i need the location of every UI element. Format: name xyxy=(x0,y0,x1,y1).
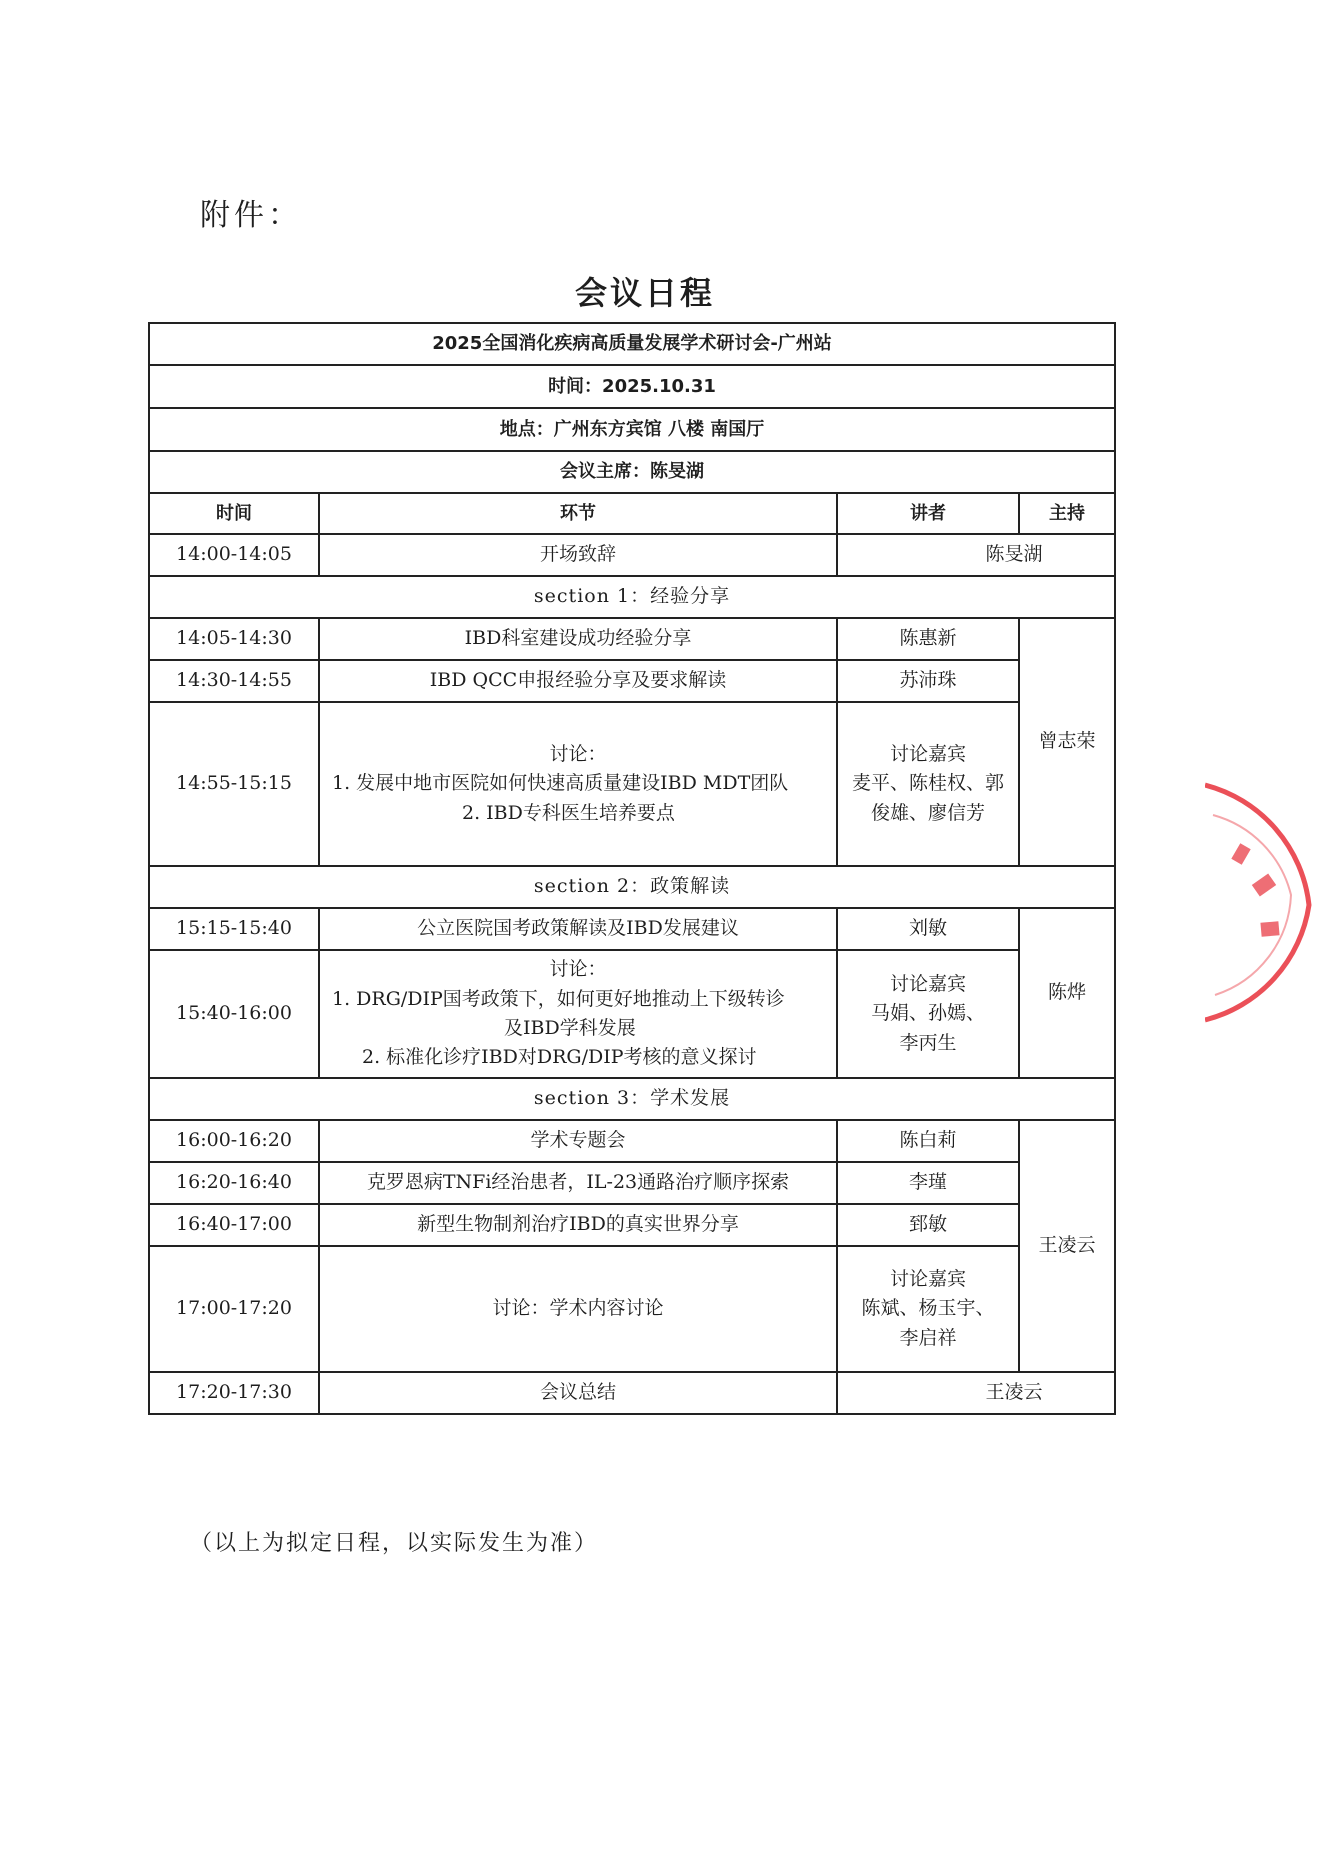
discussion-guests xyxy=(837,950,1019,1078)
row-item: IBD QCC申报经验分享及要求解读 xyxy=(319,660,837,702)
guests-heading: 讨论嘉宾 xyxy=(889,1267,966,1290)
discussion-guests xyxy=(837,1246,1019,1372)
row-time: 14:55-15:15 xyxy=(149,702,319,866)
section-moderator: 曾志荣 xyxy=(1019,618,1115,866)
table-row xyxy=(149,1120,1115,1162)
discussion-point: 及IBD学科发展 xyxy=(504,1017,636,1039)
row-speaker: 陈白莉 xyxy=(837,1120,1019,1162)
row-item: 会议总结 xyxy=(319,1372,837,1414)
schedule-table xyxy=(148,322,1116,1415)
table-row xyxy=(149,950,1115,1078)
row-item: 讨论：学术内容讨论 xyxy=(319,1246,837,1372)
row-time: 14:05-14:30 xyxy=(149,618,319,660)
discussion-topics xyxy=(319,702,837,866)
section-title: section 1：经验分享 xyxy=(149,576,1115,618)
event-name: 2025全国消化疾病高质量发展学术研讨会-广州站 xyxy=(149,323,1115,365)
schedule-footnote: （以上为拟定日程，以实际发生为准） xyxy=(190,1531,599,1556)
section-title: section 3：学术发展 xyxy=(149,1078,1115,1120)
discussion-guests xyxy=(837,702,1019,866)
row-speaker: 郅敏 xyxy=(837,1204,1019,1246)
row-speaker: 陈惠新 xyxy=(837,618,1019,660)
table-row xyxy=(149,1246,1115,1372)
table-row xyxy=(149,1204,1115,1246)
table-row xyxy=(149,534,1115,576)
discussion-point: 1. 发展中地市医院如何快速高质量建设IBD MDT团队 xyxy=(332,772,789,795)
discussion-point: 2. IBD专科医生培养要点 xyxy=(462,801,675,824)
table-row xyxy=(149,660,1115,702)
row-speaker: 王凌云 xyxy=(837,1372,1115,1414)
col-header-moderator: 主持 xyxy=(1019,493,1115,534)
col-header-item: 环节 xyxy=(319,493,837,534)
row-time: 14:00-14:05 xyxy=(149,534,319,576)
row-speaker: 苏沛珠 xyxy=(837,660,1019,702)
row-time: 16:20-16:40 xyxy=(149,1162,319,1204)
row-time: 17:20-17:30 xyxy=(149,1372,319,1414)
discussion-point: 1. DRG/DIP国考政策下，如何更好地推动上下级转诊 xyxy=(332,987,785,1010)
attachment-label: 附件： xyxy=(200,198,302,233)
table-row xyxy=(149,1162,1115,1204)
section-moderator: 陈烨 xyxy=(1019,908,1115,1078)
section-title: section 2：政策解读 xyxy=(149,866,1115,908)
row-time: 14:30-14:55 xyxy=(149,660,319,702)
table-row xyxy=(149,1372,1115,1414)
row-time: 17:00-17:20 xyxy=(149,1246,319,1372)
section-moderator: 王凌云 xyxy=(1019,1120,1115,1372)
row-item: 学术专题会 xyxy=(319,1120,837,1162)
row-time: 16:00-16:20 xyxy=(149,1120,319,1162)
row-time: 15:15-15:40 xyxy=(149,908,319,950)
col-header-time: 时间 xyxy=(149,493,319,534)
row-item: 克罗恩病TNFi经治患者，IL-23通路治疗顺序探索 xyxy=(319,1162,837,1204)
guests-heading: 讨论嘉宾 xyxy=(889,742,966,765)
row-item: 新型生物制剂治疗IBD的真实世界分享 xyxy=(319,1204,837,1246)
row-item: IBD科室建设成功经验分享 xyxy=(319,618,837,660)
guests-line: 马娟、孙嫣、 xyxy=(870,1002,985,1025)
row-speaker: 陈旻湖 xyxy=(837,534,1115,576)
row-speaker: 李瑾 xyxy=(837,1162,1019,1204)
row-item: 开场致辞 xyxy=(319,534,837,576)
discussion-topics xyxy=(319,950,837,1078)
page-title: 会议日程 xyxy=(574,274,715,312)
table-row xyxy=(149,908,1115,950)
guests-line: 麦平、陈桂权、郭 xyxy=(851,772,1004,795)
table-row xyxy=(149,618,1115,660)
row-time: 16:40-17:00 xyxy=(149,1204,319,1246)
row-speaker: 刘敏 xyxy=(837,908,1019,950)
event-chair: 会议主席：陈旻湖 xyxy=(149,451,1115,493)
guests-line: 俊雄、廖信芳 xyxy=(870,801,985,824)
row-time: 15:40-16:00 xyxy=(149,950,319,1078)
guests-line: 李启祥 xyxy=(899,1326,957,1349)
discussion-point: 2. 标准化诊疗IBD对DRG/DIP考核的意义探讨 xyxy=(362,1046,757,1069)
event-time: 时间：2025.10.31 xyxy=(149,365,1115,408)
discussion-heading: 讨论： xyxy=(549,958,607,981)
guests-heading: 讨论嘉宾 xyxy=(889,972,966,995)
table-row xyxy=(149,702,1115,866)
guests-line: 李丙生 xyxy=(899,1031,957,1054)
discussion-heading: 讨论： xyxy=(549,742,607,765)
row-item: 公立医院国考政策解读及IBD发展建议 xyxy=(319,908,837,950)
col-header-speaker: 讲者 xyxy=(837,493,1019,534)
event-venue: 地点：广州东方宾馆 八楼 南国厅 xyxy=(149,408,1115,451)
official-seal-fragment xyxy=(1205,745,1322,1030)
guests-line: 陈斌、杨玉宇、 xyxy=(861,1297,995,1320)
